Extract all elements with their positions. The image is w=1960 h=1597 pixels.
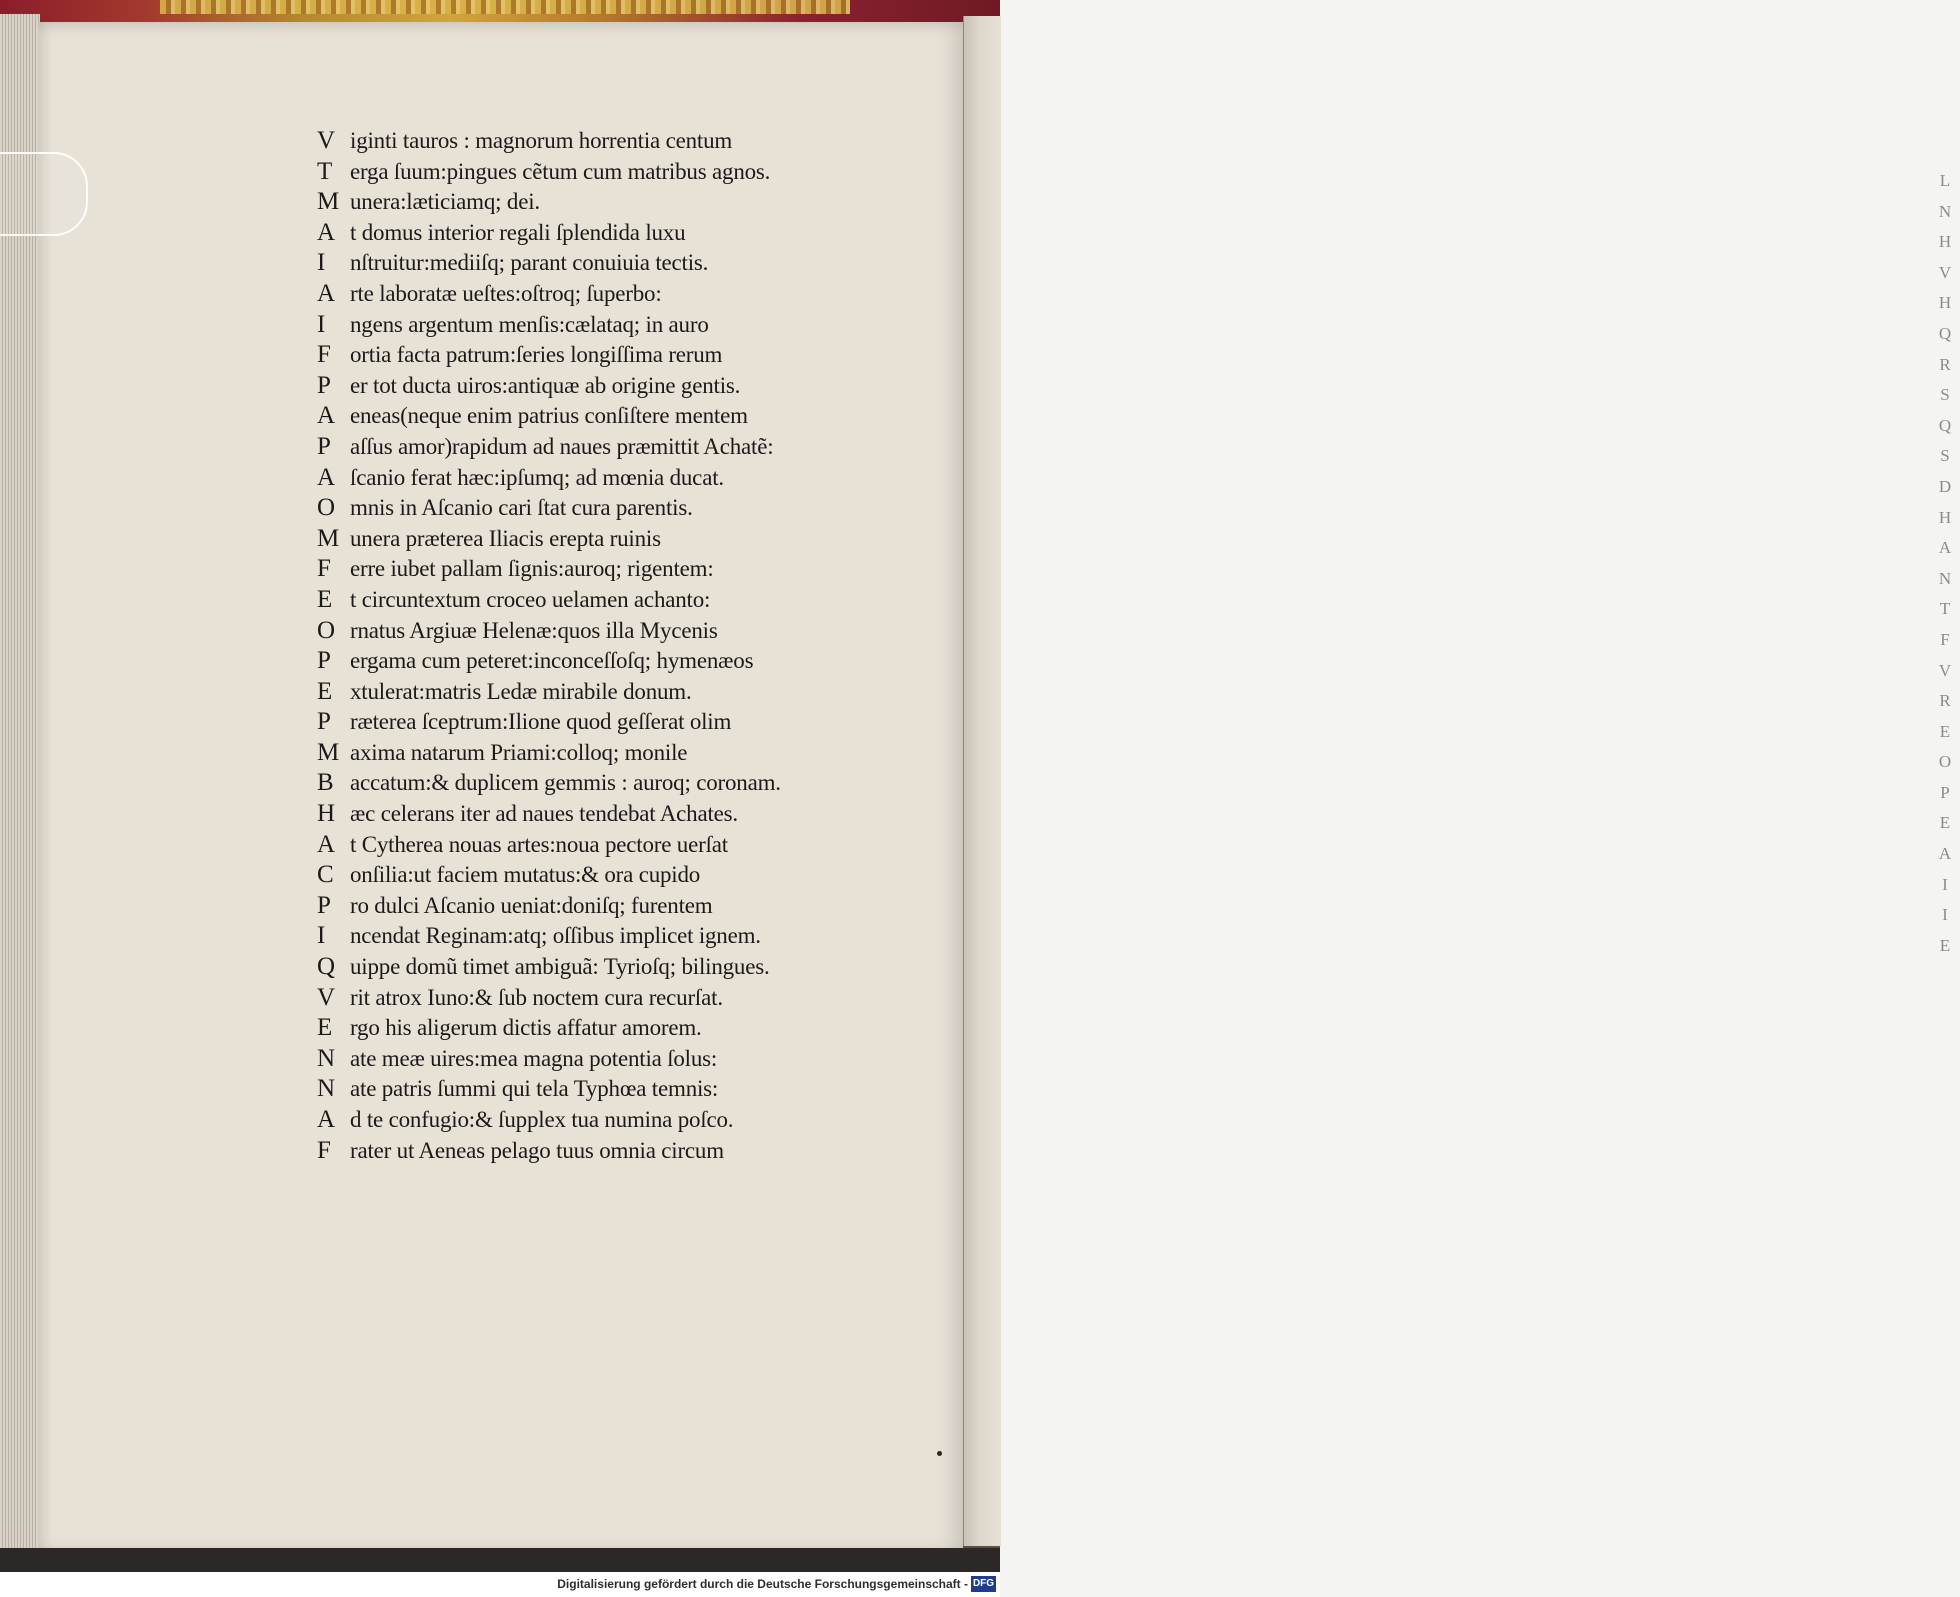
next-page-initial: E: [1939, 935, 1951, 955]
verse-line: [317, 554, 897, 585]
verse-initial: V: [317, 127, 336, 154]
next-page-initial: D: [1938, 476, 1952, 496]
verse-text: accatum:& duplicem gemmis : auroq; coronam.: [350, 770, 781, 796]
verse-initial: F: [317, 555, 331, 583]
verse-initial: A: [317, 279, 336, 307]
verse-text: mnis in Aſcanio cari ſtat cura parentis.: [350, 495, 693, 521]
verse-line: [317, 1044, 897, 1075]
verse-initial: Q: [317, 953, 336, 981]
verse-initial: P: [317, 432, 331, 460]
verse-line: [317, 248, 897, 279]
next-page-initial: N: [1938, 201, 1952, 221]
next-page-initial: V: [1938, 262, 1952, 282]
page-clip-outline: [0, 152, 88, 236]
next-page-initial: H: [1938, 232, 1952, 252]
verse-initial: M: [317, 738, 340, 766]
verse-initial: A: [317, 402, 336, 430]
verse-text: axima natarum Priami:colloq; monile: [350, 739, 688, 765]
verse-line: [317, 1074, 897, 1105]
verse-text: ſcanio ferat hæc:ipſumq; ad mœnia ducat.: [350, 464, 724, 490]
verse-initial: I: [317, 249, 326, 277]
verse-text: ro dulci Aſcanio ueniat:doniſq; furentem: [350, 892, 713, 918]
verse-initial: E: [317, 585, 333, 613]
verse-line: [317, 279, 897, 310]
verse-text: onſilia:ut faciem mutatus:& ora cupido: [350, 862, 701, 888]
verse-line: [317, 646, 897, 677]
verse-text: ncendat Reginam:atq; oſſibus implicet ignem.: [350, 923, 761, 949]
verse-line: [317, 830, 897, 861]
verse-text: rte laboratæ ueſtes:oſtroq; ſuperbo:: [350, 280, 662, 306]
verse-text: ate meæ uires:mea magna potentia ſolus:: [350, 1045, 718, 1071]
verse-initial: P: [317, 371, 331, 399]
verse-initial: N: [317, 1044, 336, 1072]
verse-line: [317, 493, 897, 524]
verse-text: t Cytherea nouas artes:noua pectore uerſat: [350, 831, 728, 857]
verse-line: [317, 952, 897, 983]
verse-line: [317, 860, 897, 891]
verse-text: ate patris ſummi qui tela Typhœa temnis:: [350, 1076, 719, 1102]
verse-line: [317, 371, 897, 402]
next-page-initial: S: [1940, 446, 1950, 466]
verse-text: ortia facta patrum:ſeries longiſſima rerum: [350, 342, 723, 368]
next-page-initial: E: [1939, 721, 1951, 741]
verse-line: [317, 768, 897, 799]
next-page-initial: L: [1939, 171, 1951, 190]
next-page-initial: I: [1942, 874, 1948, 894]
verse-line: [317, 585, 897, 616]
verse-text: rnatus Argiuæ Helenæ:quos illa Mycenis: [350, 617, 718, 643]
verse-line: [317, 310, 897, 341]
verse-text: rgo his aligerum dictis affatur amorem.: [350, 1015, 702, 1041]
verse-line: [317, 891, 897, 922]
next-page-initial: O: [1938, 752, 1952, 772]
verse-text: unera:læticiamq; dei.: [350, 189, 540, 215]
verse-initial: P: [317, 708, 331, 736]
next-page-initial: N: [1938, 568, 1952, 588]
page-dot-mark: [937, 1451, 942, 1456]
verse-line: [317, 1013, 897, 1044]
verse-line: [317, 983, 897, 1014]
verse-text: d te confugio:& ſupplex tua numina poſco.: [350, 1107, 734, 1132]
next-page-initial: R: [1939, 354, 1951, 374]
verse-text: unera præterea Iliacis erepta ruinis: [350, 525, 661, 551]
footer-bar: [0, 1572, 1000, 1597]
verse-text: ngens argentum menſis:cælataq; in auro: [350, 311, 709, 337]
next-page-initial: P: [1940, 782, 1950, 802]
verse-line: [317, 187, 897, 218]
verse-initial: N: [317, 1075, 336, 1103]
verse-text: erre iubet pallam ſignis:auroq; rigentem:: [350, 556, 714, 582]
verse-initial: E: [317, 677, 333, 705]
verse-text: rater ut Aeneas pelago tuus omnia circum: [350, 1137, 724, 1163]
next-page-initial: A: [1938, 844, 1952, 864]
verse-line: [317, 1136, 897, 1167]
verse-line: [317, 616, 897, 647]
verse-initial: M: [317, 524, 340, 552]
verse-initial: A: [317, 830, 336, 858]
verse-text: ergama cum peteret:inconceſſoſq; hymenæos: [350, 648, 754, 674]
gilt-edge-ornament: [160, 0, 850, 14]
verse-initial: V: [317, 983, 336, 1011]
next-page-initial: H: [1938, 293, 1952, 313]
next-page-initial: Q: [1938, 415, 1952, 435]
verse-initial: C: [317, 861, 334, 889]
next-page-edge: [963, 16, 1952, 1546]
verse-line: [317, 463, 897, 494]
verse-text-block: [317, 126, 897, 1166]
verse-text: uippe domũ timet ambiguã: Tyrioſq; bilingues.: [350, 954, 770, 980]
next-page-initial: A: [1938, 538, 1952, 558]
next-page-initial: T: [1939, 599, 1951, 619]
verse-initial: E: [317, 1014, 333, 1042]
next-page-initial: S: [1940, 385, 1950, 405]
next-page-initial: E: [1939, 813, 1951, 833]
verse-line: [317, 126, 897, 157]
verse-text: t domus interior regali ſplendida luxu: [350, 219, 686, 245]
verse-text: æc celerans iter ad naues tendebat Achates.: [350, 801, 738, 827]
verse-initial: B: [317, 769, 334, 797]
next-page-initial: R: [1939, 691, 1951, 711]
scan-bottom-band: [0, 1548, 1000, 1572]
verse-line: [317, 432, 897, 463]
verse-line: [317, 340, 897, 371]
next-page-initial: V: [1938, 660, 1952, 680]
verse-line: [317, 157, 897, 188]
verse-text: er tot ducta uiros:antiquæ ab origine gentis.: [350, 372, 741, 398]
page-stack-left: [0, 14, 40, 1570]
next-page-initial: I: [1942, 905, 1948, 925]
next-page-initial: H: [1938, 507, 1952, 527]
verse-text: aſſus amor)rapidum ad naues præmittit Achatẽ:: [350, 433, 774, 459]
footer-credit: Digitalisierung gefördert durch die Deutsche Forschungsgemeinschaft -: [557, 1577, 968, 1591]
verse-initial: M: [317, 188, 340, 216]
dfg-logo: DFG: [971, 1576, 996, 1592]
verse-text: rit atrox Iuno:& ſub noctem cura recurſat.: [350, 984, 723, 1010]
verse-line: [317, 218, 897, 249]
verse-text: t circuntextum croceo uelamen achanto:: [350, 586, 711, 612]
verse-initial: O: [317, 494, 336, 522]
verse-line: [317, 738, 897, 769]
verse-line: [317, 1105, 897, 1136]
next-page-initial: F: [1940, 629, 1950, 649]
verse-text: erga ſuum:pingues cẽtum cum matribus agnos.: [350, 158, 771, 184]
verse-initial: H: [317, 800, 336, 828]
verse-initial: A: [317, 1106, 336, 1133]
verse-initial: T: [317, 157, 333, 185]
verse-text: nſtruitur:mediiſq; parant conuiuia tectis.: [350, 250, 709, 276]
verse-initial: I: [317, 310, 326, 338]
verse-initial: O: [317, 616, 336, 644]
next-page-initials-column: [1930, 166, 1960, 961]
verse-line: [317, 707, 897, 738]
verse-initial: F: [317, 341, 331, 369]
verse-initial: P: [317, 891, 331, 919]
verse-text: ræterea ſceptrum:Ilione quod geſſerat olim: [350, 709, 732, 735]
verse-line: [317, 799, 897, 830]
verse-text: eneas(neque enim patrius conſiſtere mentem: [350, 403, 748, 429]
verse-initial: I: [317, 922, 326, 950]
verse-initial: F: [317, 1136, 331, 1164]
verse-line: [317, 677, 897, 708]
next-page-initial: Q: [1938, 323, 1952, 343]
verse-text: iginti tauros : magnorum horrentia centum: [350, 128, 733, 153]
verse-initial: P: [317, 647, 331, 675]
verse-initial: A: [317, 218, 336, 246]
verse-initial: A: [317, 463, 336, 491]
verse-line: [317, 524, 897, 555]
verse-line: [317, 921, 897, 952]
verse-text: xtulerat:matris Ledæ mirabile donum.: [350, 678, 692, 704]
verse-line: [317, 401, 897, 432]
